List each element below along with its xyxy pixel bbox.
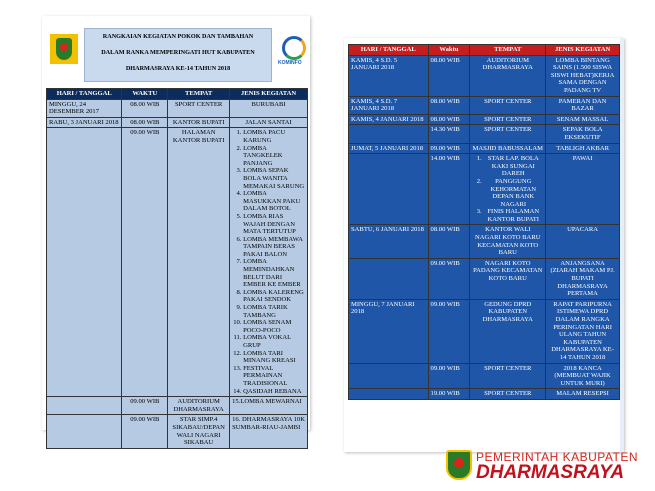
left-page-header bbox=[42, 24, 310, 90]
cell-activity: TABLIGH AKBAR bbox=[546, 143, 620, 154]
cell-place: KANTOR BUPATI bbox=[168, 117, 230, 128]
cell-place-list bbox=[470, 154, 546, 225]
header-place: TEMPAT bbox=[168, 89, 230, 100]
cell-activity: 2018 KANCA (MEMBUAT WAJIK UNTUK MURI) bbox=[546, 363, 620, 389]
brand-line-2: DHARMASRAYA bbox=[476, 462, 625, 483]
list-item: 2. PANGGUNG KEHORMATAN DEPAN BANK NAGARI bbox=[483, 178, 543, 208]
cell-date bbox=[47, 128, 122, 397]
cell-place: SPORT CENTER bbox=[470, 114, 546, 125]
cell-place: STAR SIMP.4 SIKABAU/DEPAN WALI NAGARI SIKABAU bbox=[168, 415, 230, 448]
cell-date: MINGGU, 7 JANUARI 2018 bbox=[349, 299, 429, 363]
brand-line-1: PEMERINTAH KABUPATEN bbox=[476, 450, 639, 464]
cell-time: 09.00 WIB bbox=[428, 143, 470, 154]
table-row bbox=[349, 125, 620, 143]
table-row bbox=[349, 299, 620, 363]
list-item: 3. FINIS HALAMAN KANTOR BUPATI bbox=[483, 208, 543, 223]
table-row bbox=[47, 128, 308, 397]
list-item: 5. LOMBA RIAS WAJAH DENGAN MATA TERTUTUP bbox=[243, 213, 305, 236]
table-row bbox=[349, 363, 620, 389]
regency-crest-icon bbox=[446, 450, 472, 480]
cell-time: 09.00 WIB bbox=[122, 397, 168, 415]
cell-activity: MALAM RESEPSI bbox=[546, 389, 620, 400]
dharmasraya-brand-logo bbox=[446, 448, 646, 484]
dharmasraya-crest-logo bbox=[50, 34, 78, 64]
table-row bbox=[349, 225, 620, 258]
kominfo-logo bbox=[278, 36, 306, 76]
header-date: HARI / TANGGAL bbox=[47, 89, 122, 100]
header-place: TEMPAT bbox=[470, 45, 546, 56]
cell-date bbox=[47, 397, 122, 415]
event-title-box bbox=[84, 28, 272, 82]
title-line-1: RANGKAIAN KEGIATAN POKOK DAN TAMBAHAN bbox=[102, 33, 254, 40]
table-header-row bbox=[47, 89, 308, 100]
cell-date bbox=[349, 258, 429, 299]
list-item: 11. LOMBA VOKAL GRUP bbox=[243, 334, 305, 349]
cell-date bbox=[349, 363, 429, 389]
cell-place: HALAMAN KANTOR BUPATI bbox=[168, 128, 230, 397]
list-item: 9. LOMBA TARIK TAMBANG bbox=[243, 304, 305, 319]
list-item: 7. LOMBA MEMINDAHKAN BELUT DARI EMBER KE EMBER bbox=[243, 258, 305, 288]
table-row bbox=[349, 389, 620, 400]
cell-activity: SEPAK BOLA EKSEKUTIF bbox=[546, 125, 620, 143]
header-date: HARI / TANGGAL bbox=[349, 45, 429, 56]
cell-date: JUMAT, 5 JANUARI 2018 bbox=[349, 143, 429, 154]
cell-time: 14.00 WIB bbox=[428, 154, 470, 225]
table-row bbox=[349, 154, 620, 225]
list-item: 4. LOMBA MASUKKAN PAKU DALAM BOTOL bbox=[243, 190, 305, 213]
cell-time: 08.00 WIB bbox=[122, 99, 168, 117]
header-time: Waktu bbox=[428, 45, 470, 56]
cell-activity: LOMBA BINTANG SAINS (1.500 SISWA SISWI HEBAT)KERJA SAMA DENGAN PADANG TV bbox=[546, 55, 620, 96]
cell-place: SPORT CENTER bbox=[168, 99, 230, 117]
left-document-page bbox=[42, 16, 310, 447]
competition-list bbox=[232, 129, 305, 395]
cell-time: 08.00 WIB bbox=[428, 225, 470, 258]
cell-time: 08.00 WIB bbox=[428, 55, 470, 96]
cell-place: SPORT CENTER bbox=[470, 125, 546, 143]
list-item: 10. LOMBA SENAM POCO-POCO bbox=[243, 319, 305, 334]
cell-activity: JALAN SANTAI bbox=[230, 117, 308, 128]
cell-time: 09.00 WIB bbox=[122, 415, 168, 448]
cell-date: KAMIS, 4 S.D. 5 JANUARI 2018 bbox=[349, 55, 429, 96]
cell-time: 09.00 WIB bbox=[122, 128, 168, 397]
cell-activity: PAMERAN DAN BAZAR bbox=[546, 96, 620, 114]
table-row bbox=[349, 96, 620, 114]
left-schedule-table bbox=[46, 88, 308, 449]
cell-activity: RAPAT PARIPURNA ISTIMEWA DPRD DALAM RANGKA PERINGATAN HARI ULANG TAHUN KABUPATEN DHARMASRAYA KE-14 TAHUN 2018 bbox=[546, 299, 620, 363]
list-item: 13. FESTIVAL PERMAINAN TRADISIONAL bbox=[243, 365, 305, 388]
table-row bbox=[349, 114, 620, 125]
table-row bbox=[349, 55, 620, 96]
cell-activity: ANJANGSANA (ZIARAH MAKAM PJ. BUPATI DHARMASRAYA PERTAMA bbox=[546, 258, 620, 299]
table-row bbox=[47, 415, 308, 448]
table-row bbox=[47, 99, 308, 117]
header-activity: JENIS KEGIATAN bbox=[546, 45, 620, 56]
list-item: 1. LOMBA PACU KARUNG bbox=[243, 129, 305, 144]
kominfo-label: KOMINFO bbox=[278, 60, 302, 66]
table-row bbox=[349, 258, 620, 299]
list-item: 12. LOMBA TARI MINANG KREASI bbox=[243, 350, 305, 365]
cell-date: MINGGU, 24 DESEMBER 2017 bbox=[47, 99, 122, 117]
cell-place: MASJID BABUSSALAM bbox=[470, 143, 546, 154]
cell-date bbox=[47, 415, 122, 448]
table-row bbox=[47, 397, 308, 415]
cell-date bbox=[349, 389, 429, 400]
list-item: 3. LOMBA SEPAK BOLA WANITA MEMAKAI SARUNG bbox=[243, 167, 305, 190]
header-time: WAKTU bbox=[122, 89, 168, 100]
cell-activity: PAWAI bbox=[546, 154, 620, 225]
title-line-3: DHARMASRAYA KE-14 TAHUN 2018 bbox=[125, 65, 231, 72]
right-schedule-table bbox=[348, 44, 620, 400]
list-item: 6. LOMBA MEMBAWA TAMPAIN BERAS PAKAI BALON bbox=[243, 236, 305, 259]
header-activity: JENIS KEGIATAN bbox=[230, 89, 308, 100]
kominfo-swirl-icon bbox=[282, 36, 306, 60]
cell-date: SABTU, 6 JANUARI 2018 bbox=[349, 225, 429, 258]
parade-route-list bbox=[472, 155, 543, 223]
cell-time: 19.00 WIB bbox=[428, 389, 470, 400]
cell-activity: BURUBABI bbox=[230, 99, 308, 117]
cell-date: KAMIS, 4 JANUARI 2018 bbox=[349, 114, 429, 125]
list-item: 1. STAR LAP. BOLA KAKI SUNGAI DAREH bbox=[483, 155, 543, 178]
cell-activity: SENAM MASSAL bbox=[546, 114, 620, 125]
cell-date: KAMIS, 4 S.D. 7 JANUARI 2018 bbox=[349, 96, 429, 114]
list-item: 2. LOMBA TANGKELEK PANJANG bbox=[243, 145, 305, 168]
cell-time: 14.30 WIB bbox=[428, 125, 470, 143]
cell-time: 08.00 WIB bbox=[428, 96, 470, 114]
cell-time: 08.00 WIB bbox=[122, 117, 168, 128]
title-line-2: DALAM RANKA MEMPERINGATI HUT KABUPATEN bbox=[101, 49, 255, 56]
list-item: 8. LOMBA KALERENG PAKAI SENDOK bbox=[243, 289, 305, 304]
cell-activity: 16. DHARMASRAYA 10K SUMBAR-RIAU-JAMBI bbox=[230, 415, 308, 448]
table-row bbox=[349, 143, 620, 154]
cell-time: 09.00 WIB bbox=[428, 299, 470, 363]
cell-time: 09.00 WIB bbox=[428, 258, 470, 299]
cell-date bbox=[349, 125, 429, 143]
cell-place: NAGARI KOTO PADANG KECAMATAN KOTO BARU bbox=[470, 258, 546, 299]
cell-place: KANTOR WALI NAGARI KOTO BARU KECAMATAN KOTO BARU bbox=[470, 225, 546, 258]
right-document-page bbox=[344, 38, 624, 452]
list-item: 14. QASIDAH REBANA bbox=[243, 388, 305, 396]
page-edge-strip bbox=[620, 38, 624, 452]
cell-place: SPORT CENTER bbox=[470, 389, 546, 400]
cell-place: SPORT CENTER bbox=[470, 96, 546, 114]
cell-activity: UPACARA bbox=[546, 225, 620, 258]
cell-activity-list bbox=[230, 128, 308, 397]
cell-activity: 15.LOMBA MEWARNAI bbox=[230, 397, 308, 415]
table-header-row bbox=[349, 45, 620, 56]
cell-place: GEDUNG DPRD KABUPATEN DHARMASRAYA bbox=[470, 299, 546, 363]
cell-date: RABU, 3 JANUARI 2018 bbox=[47, 117, 122, 128]
cell-time: 08.00 WIB bbox=[428, 114, 470, 125]
cell-place: AUDITORIUM DHARMASRAYA bbox=[168, 397, 230, 415]
cell-time: 09.00 WIB bbox=[428, 363, 470, 389]
table-row bbox=[47, 117, 308, 128]
cell-date bbox=[349, 154, 429, 225]
cell-place: AUDITORIUM DHARMASRAYA bbox=[470, 55, 546, 96]
cell-place: SPORT CENTER bbox=[470, 363, 546, 389]
